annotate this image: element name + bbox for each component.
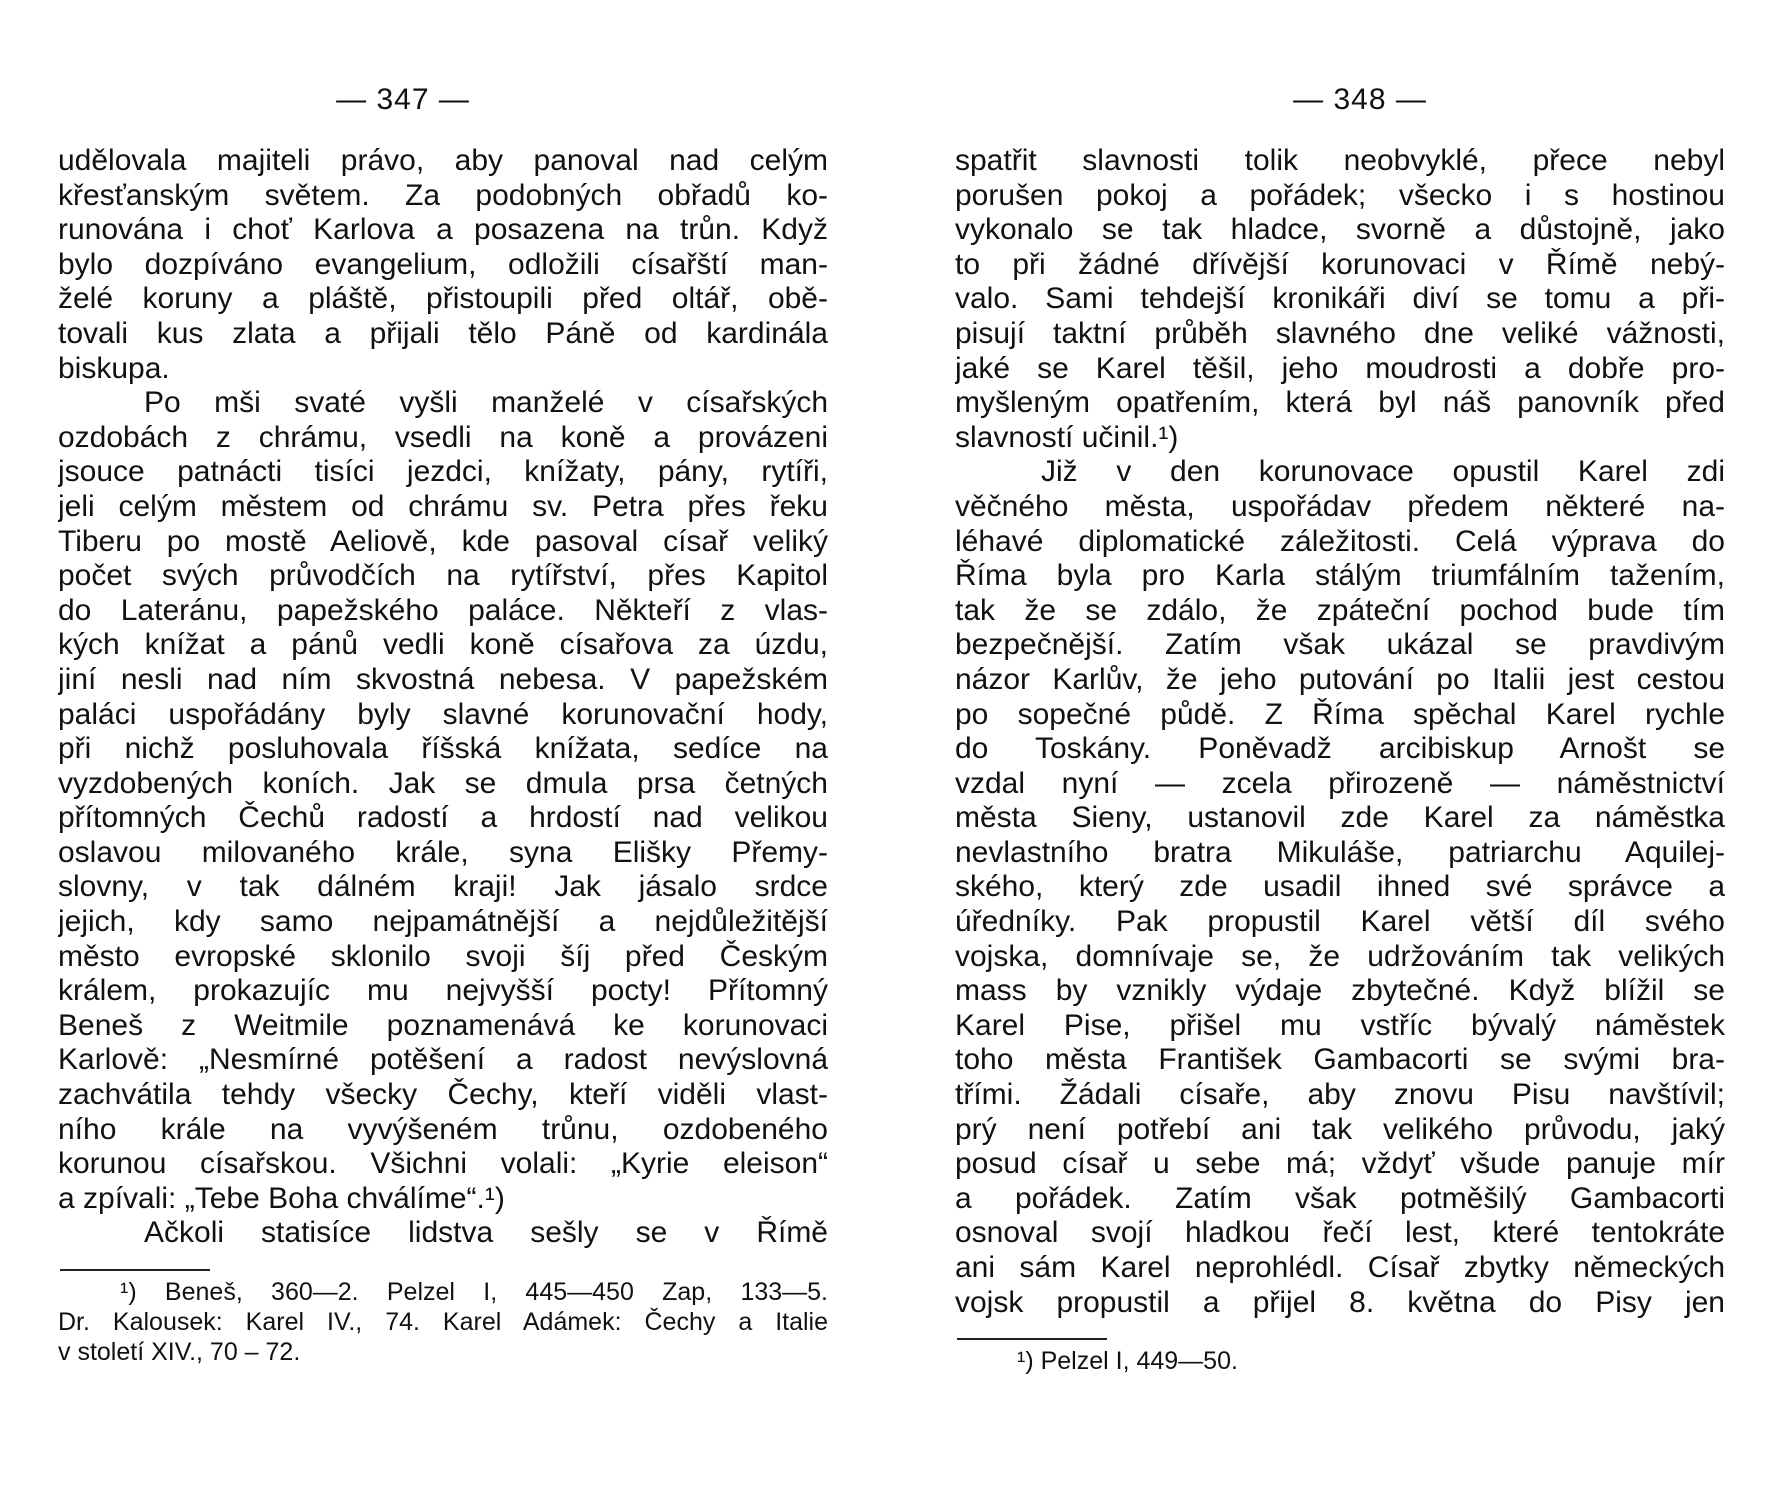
footnote-line: Dr. Kalousek: Karel IV., 74. Karel Adámek: Čechy a Italie <box>58 1308 828 1336</box>
text-line: jaké se Karel těšil, jeho moudrosti a dobře pro- <box>955 351 1725 385</box>
text-line: bylo dozpíváno evangelium, odložili císařští man- <box>58 247 828 281</box>
text-line: jsouce patnácti tisíci jezdci, knížaty, pány, rytíři, <box>58 455 828 489</box>
text-line: počet svých průvodčích na rytířství, přes Kapitol <box>58 559 828 593</box>
text-line: do Lateránu, papežského paláce. Někteří z vlas- <box>58 593 828 627</box>
text-line: tak že se zdálo, že zpáteční pochod bude tím <box>955 593 1725 627</box>
text-line: ani sám Karel neprohlédl. Císař zbytky německých <box>955 1251 1725 1284</box>
text-line: město evropské sklonilo svoji šíj před Českým <box>58 939 828 973</box>
text-line: želé koruny a pláště, přistoupili před oltář, obě- <box>58 282 828 316</box>
text-line: do Toskány. Poněvadž arcibiskup Arnošt se <box>955 732 1725 766</box>
text-line: králem, prokazujíc mu nejvyšší pocty! Přítomný <box>58 974 828 1008</box>
text-line: vojska, domnívaje se, že udržováním tak velikých <box>955 939 1725 973</box>
text-line: jejich, kdy samo nejpamátnější a nejdůležitější <box>58 905 828 939</box>
text-line: Karlově: „Nesmírné potěšení a radost nevýslovná <box>58 1043 828 1077</box>
text-line: názor Karlův, že jeho putování po Italii jest cestou <box>955 662 1725 696</box>
body-text <box>955 144 1725 1320</box>
text-line: Tiberu po mostě Aeliově, kde pasoval císař veliký <box>58 524 828 558</box>
text-line: jeli celým městem od chrámu sv. Petra přes řeku <box>58 489 828 523</box>
text-line: vyzdobených koních. Jak se dmula prsa četných <box>58 766 828 800</box>
text-line: ního krále na vyvýšeném trůnu, ozdobeného <box>58 1112 828 1146</box>
text-line: paláci uspořádány byly slavné korunovační hody, <box>58 697 828 731</box>
footnote-divider <box>957 1338 1107 1340</box>
footnote-line: ¹) Pelzel I, 449—50. <box>1017 1347 1238 1376</box>
left-page <box>58 80 828 1367</box>
text-line: mass by vznikly výdaje zbytečné. Když blížil se <box>955 974 1725 1008</box>
footnotes <box>58 1277 828 1367</box>
text-line: léhavé diplomatické záležitosti. Celá výprava do <box>955 524 1725 558</box>
text-line: korunou císařskou. Všichni volali: „Kyrie eleison“ <box>58 1147 828 1181</box>
text-line: a zpívali: „Tebe Boha chválíme“.¹) <box>58 1181 505 1215</box>
text-line: Po mši svaté vyšli manželé v císařských <box>144 386 828 420</box>
text-line: při nichž posluhovala říšská knížata, sedíce na <box>58 732 828 766</box>
text-line: porušen pokoj a pořádek; všecko i s hostinou <box>955 178 1725 212</box>
footnote-divider <box>60 1269 210 1271</box>
text-line: ského, který zde usadil ihned své správce a <box>955 870 1725 904</box>
page-number: — 347 — <box>336 83 470 116</box>
text-line: úředníky. Pak propustil Karel větší díl svého <box>955 905 1725 939</box>
text-line: prý není potřebí ani tak velikého průvodu, jaký <box>955 1112 1725 1146</box>
text-line: oslavou milovaného krále, syna Elišky Přemy- <box>58 835 828 869</box>
text-line: osnoval svojí hladkou řečí lest, které tentokráte <box>955 1216 1725 1250</box>
text-line: tovali kus zlata a přijali tělo Páně od kardinála <box>58 316 828 350</box>
footnote-line: v století XIV., 70 – 72. <box>58 1338 301 1366</box>
text-line: pisují taktní průběh slavného dne veliké vážnosti, <box>955 316 1725 350</box>
text-line: přítomných Čechů radostí a hrdostí nad velikou <box>58 801 828 835</box>
text-line: Již v den korunovace opustil Karel zdi <box>1041 455 1725 489</box>
text-line: spatřit slavnosti tolik neobvyklé, přece nebyl <box>955 144 1725 177</box>
text-line: to při žádné dřívější korunovaci v Římě nebý- <box>955 247 1725 281</box>
text-line: křesťanským světem. Za podobných obřadů ko- <box>58 178 828 212</box>
text-line: města Sieny, ustanovil zde Karel za náměstka <box>955 801 1725 835</box>
text-line: slavností učinil.¹) <box>955 420 1179 454</box>
text-line: udělovala majiteli právo, aby panoval nad celým <box>58 144 828 177</box>
text-line: posud císař u sebe má; vždyť všude panuje mír <box>955 1147 1725 1181</box>
text-line: myšleným opatřením, která byl náš panovník před <box>955 386 1725 420</box>
text-line: ozdobách z chrámu, vsedli na koně a provázeni <box>58 420 828 454</box>
text-line: vojsk propustil a přijel 8. května do Pisy jen <box>955 1285 1725 1319</box>
text-line: bezpečnější. Zatím však ukázal se pravdivým <box>955 628 1725 662</box>
text-line: třími. Žádali císaře, aby znovu Pisu navštívil; <box>955 1078 1725 1112</box>
footnotes <box>955 1346 1725 1376</box>
text-line: biskupa. <box>58 351 170 385</box>
text-line: runována i choť Karlova a posazena na trůn. Když <box>58 213 828 247</box>
text-line: vzdal nyní — zcela přirozeně — náměstnictví <box>955 766 1725 800</box>
text-line: věčného města, uspořádav předem některé na- <box>955 489 1725 523</box>
text-line: vykonalo se tak hladce, svorně a důstojně, jako <box>955 213 1725 247</box>
text-line: po sopečné půdě. Z Říma spěchal Karel rychle <box>955 697 1725 731</box>
footnote-line: ¹) Beneš, 360—2. Pelzel I, 445—450 Zap, 133—5. <box>120 1278 828 1306</box>
right-page <box>955 80 1725 1376</box>
text-line: zachvátila tehdy všecky Čechy, kteří viděli vlast- <box>58 1078 828 1112</box>
text-line: Říma byla pro Karla stálým triumfálním tažením, <box>955 559 1725 593</box>
text-line: a pořádek. Zatím však potměšilý Gambacorti <box>955 1181 1725 1215</box>
text-line: jiní nesli nad ním skvostná nebesa. V papežském <box>58 662 828 696</box>
text-line: Karel Pise, přišel mu vstříc bývalý náměstek <box>955 1008 1725 1042</box>
text-line: slovny, v tak dálném kraji! Jak jásalo srdce <box>58 870 828 904</box>
page-number: — 348 — <box>1293 83 1427 116</box>
text-line: toho města František Gambacorti se svými bra- <box>955 1043 1725 1077</box>
text-line: Ačkoli statisíce lidstva sešly se v Římě <box>144 1216 828 1250</box>
text-line: kých knížat a pánů vedli koně císařova za úzdu, <box>58 628 828 662</box>
text-line: valo. Sami tehdejší kronikáři diví se tomu a při- <box>955 282 1725 316</box>
body-text <box>58 144 828 1251</box>
text-line: Beneš z Weitmile poznamenává ke korunovaci <box>58 1008 828 1042</box>
text-line: nevlastního bratra Mikuláše, patriarchu Aquilej- <box>955 835 1725 869</box>
